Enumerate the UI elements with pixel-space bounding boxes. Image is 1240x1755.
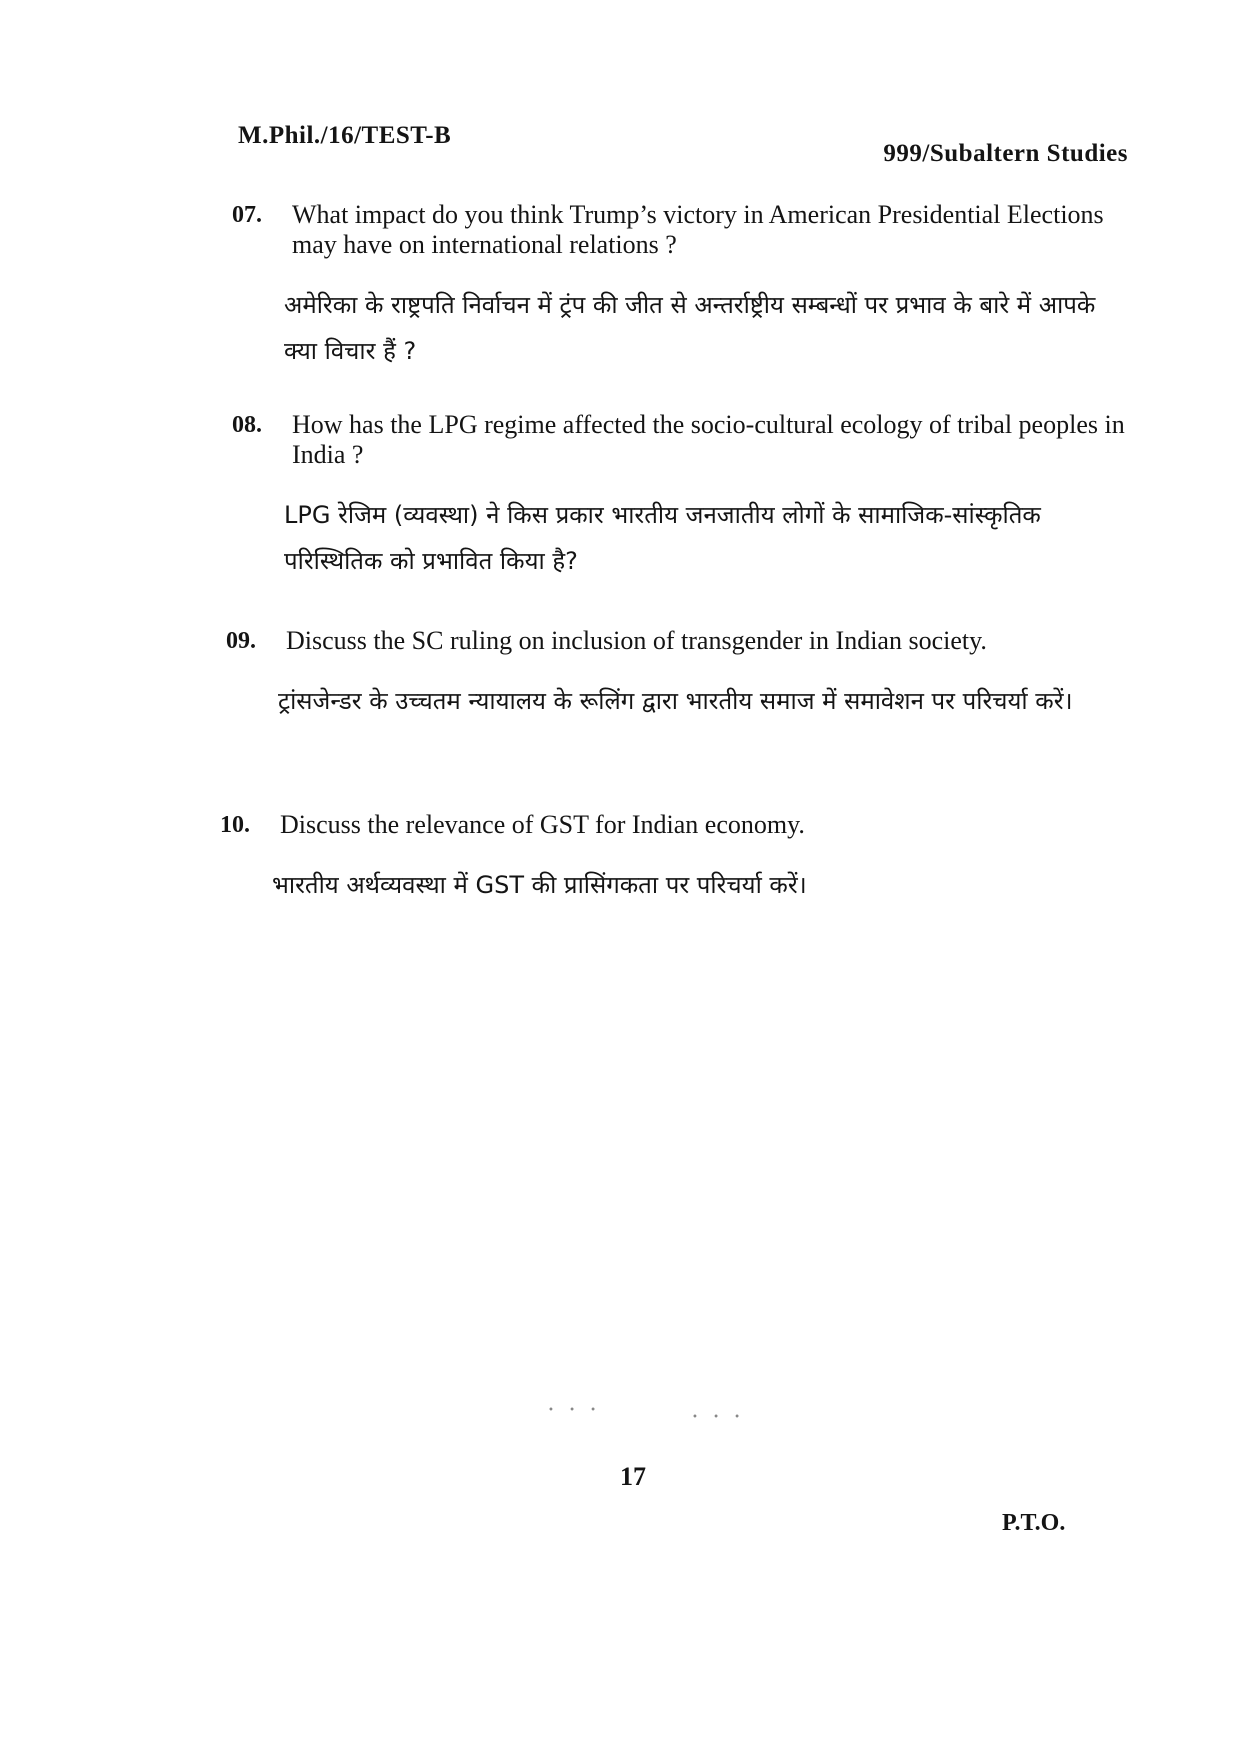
question-text-english: What impact do you think Trump’s victory in American Presidential Elections may have on international relations ? [292,200,1104,259]
question-08 [232,410,1128,584]
question-number: 09. [226,628,256,654]
scan-mark: • • • [548,1405,603,1416]
question-text-english: Discuss the relevance of GST for Indian economy. [280,810,805,839]
question-text-hindi: भारतीय अर्थव्यवस्था में GST की प्रासिंगकता पर परिचर्या करें। [272,871,807,899]
question-text-hindi: अमेरिका के राष्ट्रपति निर्वाचन में ट्रंप की जीत से अन्तर्राष्ट्रीय सम्बन्धों पर प्रभाव के बारे में आपके क्या विचार हैं ? [284,291,1096,365]
question-07 [232,200,1128,374]
header-course-code: M.Phil./16/TEST-B [238,122,452,149]
header-paper-title: 999/Subaltern Studies [883,140,1128,167]
question-10 [220,810,1128,908]
question-text-english: How has the LPG regime affected the socio-cultural ecology of tribal peoples in India ? [292,410,1125,469]
question-number: 08. [232,412,262,438]
scan-mark: • • • [692,1412,747,1423]
question-09 [226,626,1128,724]
question-text-hindi: ट्रांसजेन्डर के उच्चतम न्यायालय के रूलिंग द्वारा भारतीय समाज में समावेशन पर परिचर्या करें। [278,687,1073,715]
question-text-hindi: LPG रेजिम (व्यवस्था) ने किस प्रकार भारतीय जनजातीय लोगों के सामाजिक-सांस्कृतिक परिस्थितिक को प्रभावित किया है? [284,501,1041,575]
question-text-english: Discuss the SC ruling on inclusion of transgender in Indian society. [286,626,987,655]
question-number: 07. [232,202,262,228]
question-number: 10. [220,812,250,838]
please-turn-over: P.T.O. [1002,1510,1066,1536]
page-number: 17 [620,1462,646,1491]
